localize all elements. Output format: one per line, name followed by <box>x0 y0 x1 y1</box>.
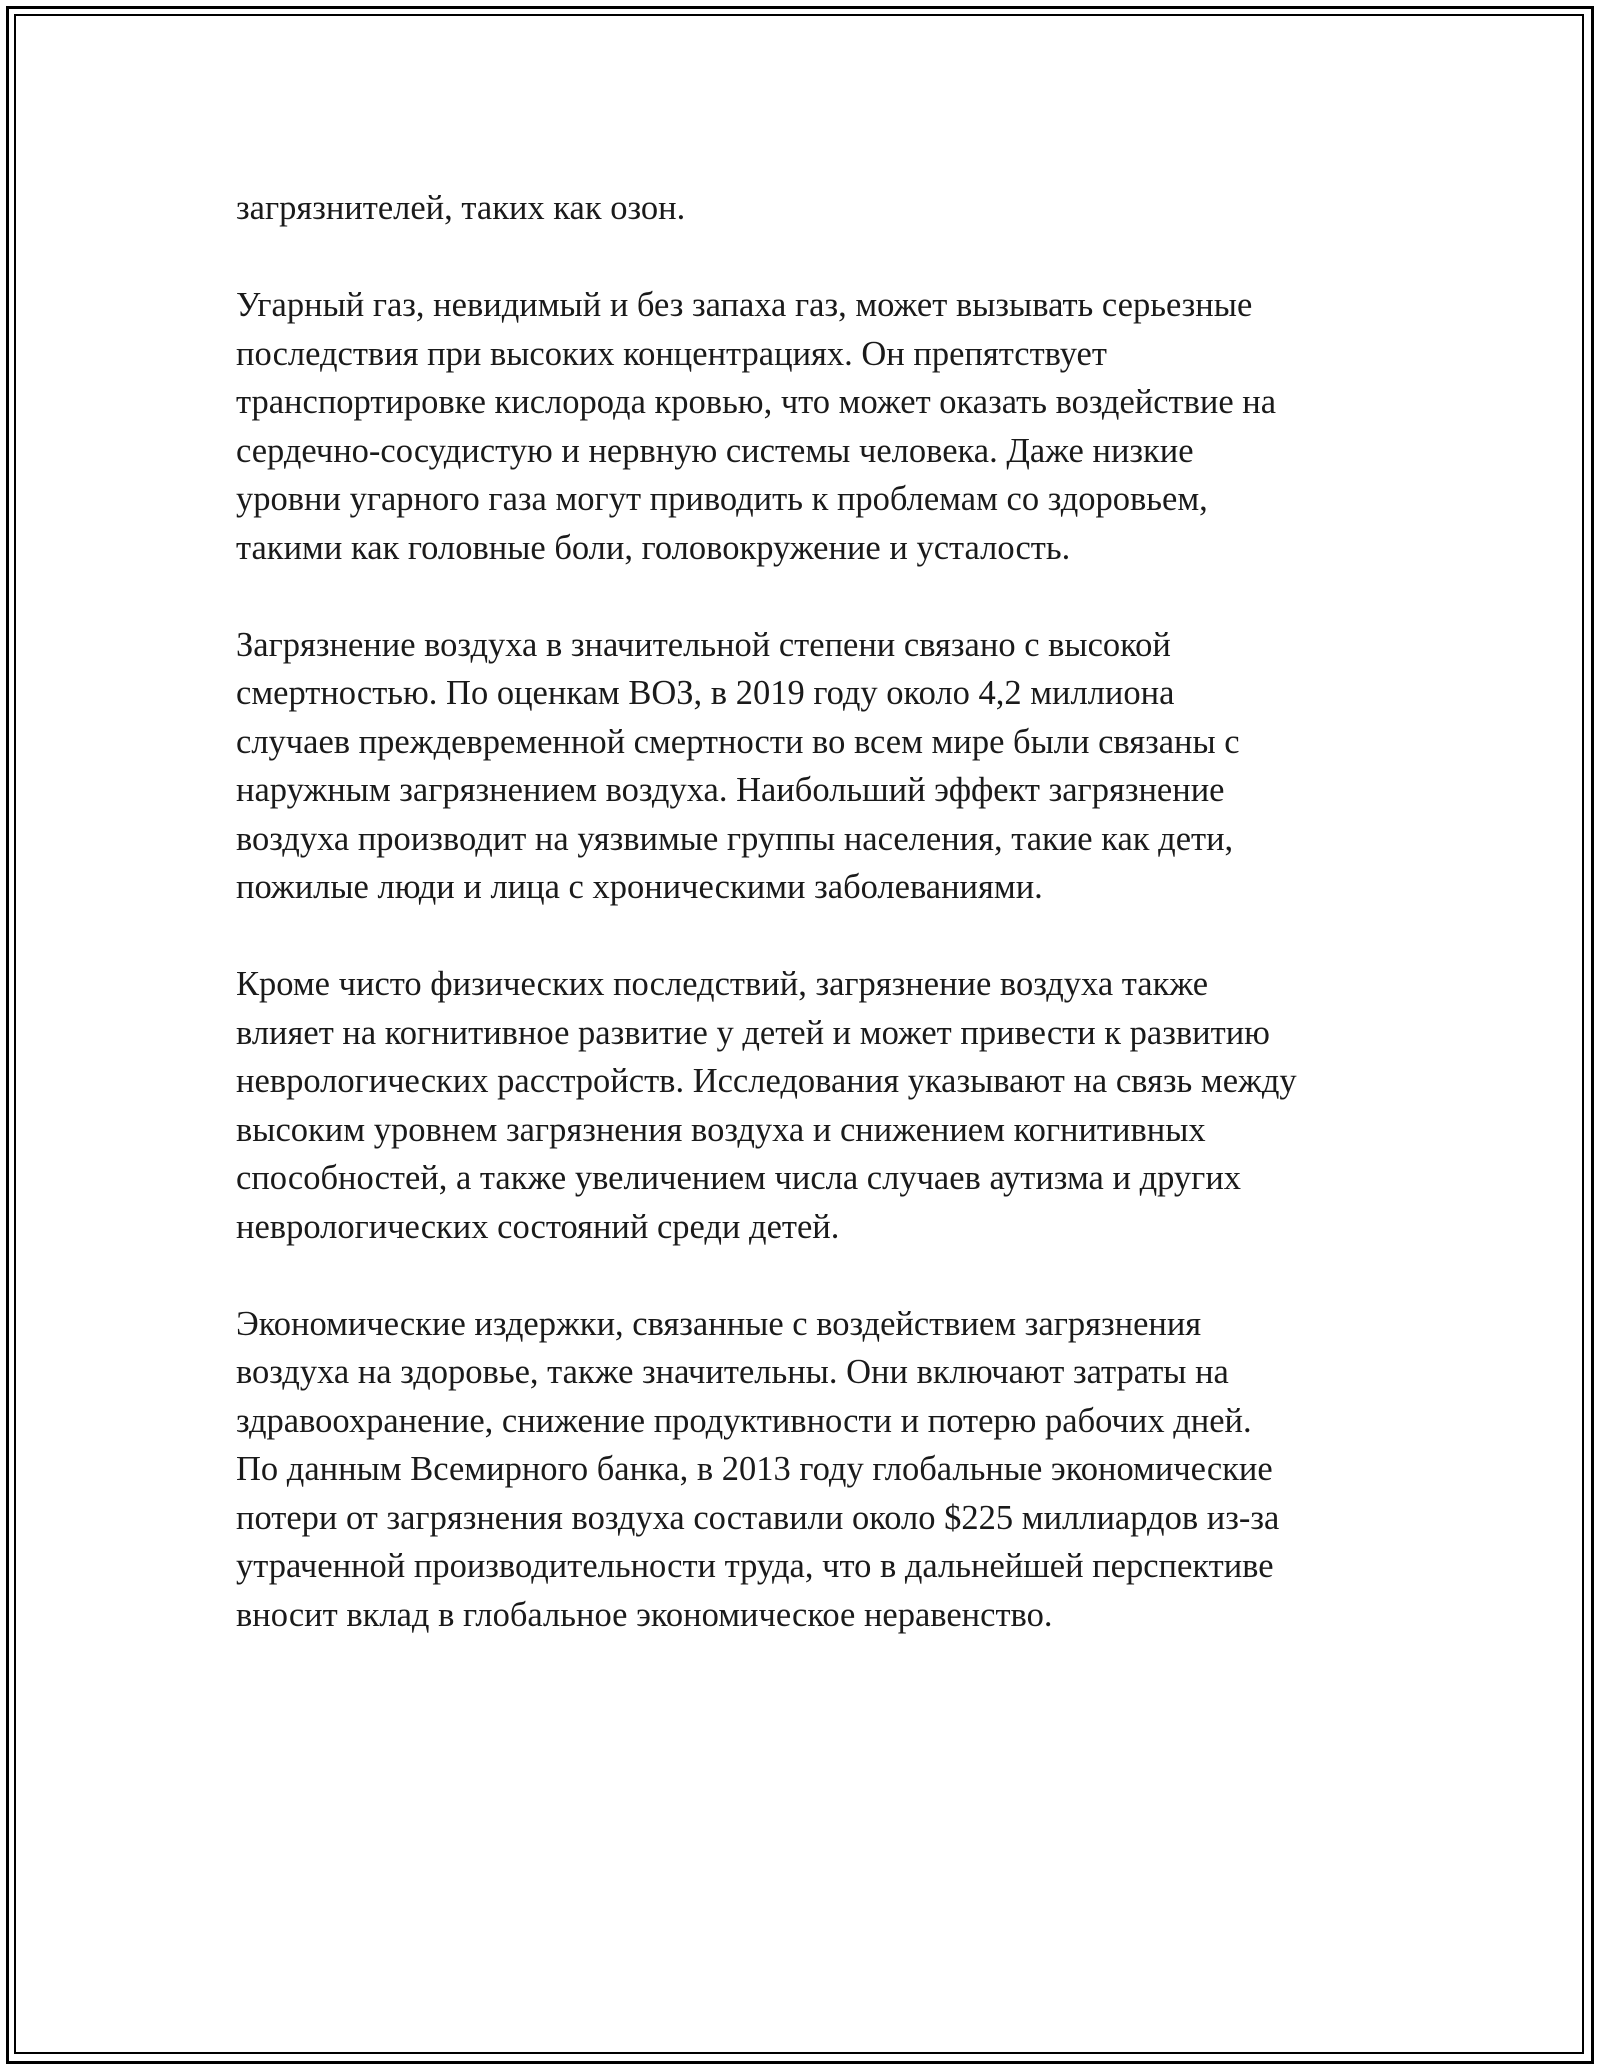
document-body <box>236 184 1396 1688</box>
text-line: неврологических состояний среди детей. <box>236 1207 840 1246</box>
text-line: вносит вклад в глобальное экономическое неравенство. <box>236 1595 1053 1634</box>
text-line: Экономические издержки, связанные с воздействием загрязнения <box>236 1304 1202 1343</box>
text-line: неврологических расстройств. Исследования указывают на связь между <box>236 1062 1297 1100</box>
text-line: По данным Всемирного банка, в 2013 году глобальные экономические <box>236 1450 1273 1488</box>
text-line: транспортировке кислорода кровью, что может оказать воздействие на <box>236 383 1277 421</box>
text-line: влияет на когнитивное развитие у детей и может привести к развитию <box>236 1013 1270 1052</box>
paragraph-carbon-monoxide <box>236 281 1396 572</box>
paragraph-cognitive <box>236 960 1396 1251</box>
text-line: воздуха производит на уязвимые группы населения, такие как дети, <box>236 819 1234 858</box>
text-line: уровни угарного газа могут приводить к проблемам со здоровьем, <box>236 480 1208 518</box>
text-line: смертностью. По оценкам ВОЗ, в 2019 году около 4,2 миллиона <box>236 674 1175 712</box>
text-line: воздуха на здоровье, также значительны. Они включают затраты на <box>236 1353 1229 1391</box>
text-line: последствия при высоких концентрациях. Он препятствует <box>236 334 1107 373</box>
text-line: Угарный газ, невидимый и без запаха газ, может вызывать серьезные <box>236 286 1253 324</box>
text-line: утраченной производительности труда, что в дальнейшей перспективе <box>236 1547 1274 1585</box>
text-line: способностей, а также увеличением числа случаев аутизма и других <box>236 1159 1242 1197</box>
text-line: Загрязнение воздуха в значительной степени связано с высокой <box>236 625 1171 664</box>
paragraph-economic <box>236 1300 1396 1640</box>
text-line: здравоохранение, снижение продуктивности и потерю рабочих дней. <box>236 1401 1252 1440</box>
text-line: такими как головные боли, головокружение и усталость. <box>236 528 1071 567</box>
text-line: Кроме чисто физических последствий, загрязнение воздуха также <box>236 965 1209 1003</box>
text-line: случаев преждевременной смертности во всем мире были связаны с <box>236 722 1240 761</box>
text-line: высоким уровнем загрязнения воздуха и снижением когнитивных <box>236 1110 1206 1149</box>
paragraph-mortality <box>236 621 1396 912</box>
text-line: загрязнителей, таких как озон. <box>236 189 686 227</box>
text-line: наружным загрязнением воздуха. Наибольший эффект загрязнение <box>236 771 1225 809</box>
paragraph-ozone-tail <box>236 184 1396 233</box>
text-line: сердечно-сосудистую и нервную системы человека. Даже низкие <box>236 431 1194 470</box>
text-line: пожилые люди и лица с хроническими заболеваниями. <box>236 868 1043 906</box>
text-line: потери от загрязнения воздуха составили около $225 миллиардов из-за <box>236 1498 1280 1537</box>
